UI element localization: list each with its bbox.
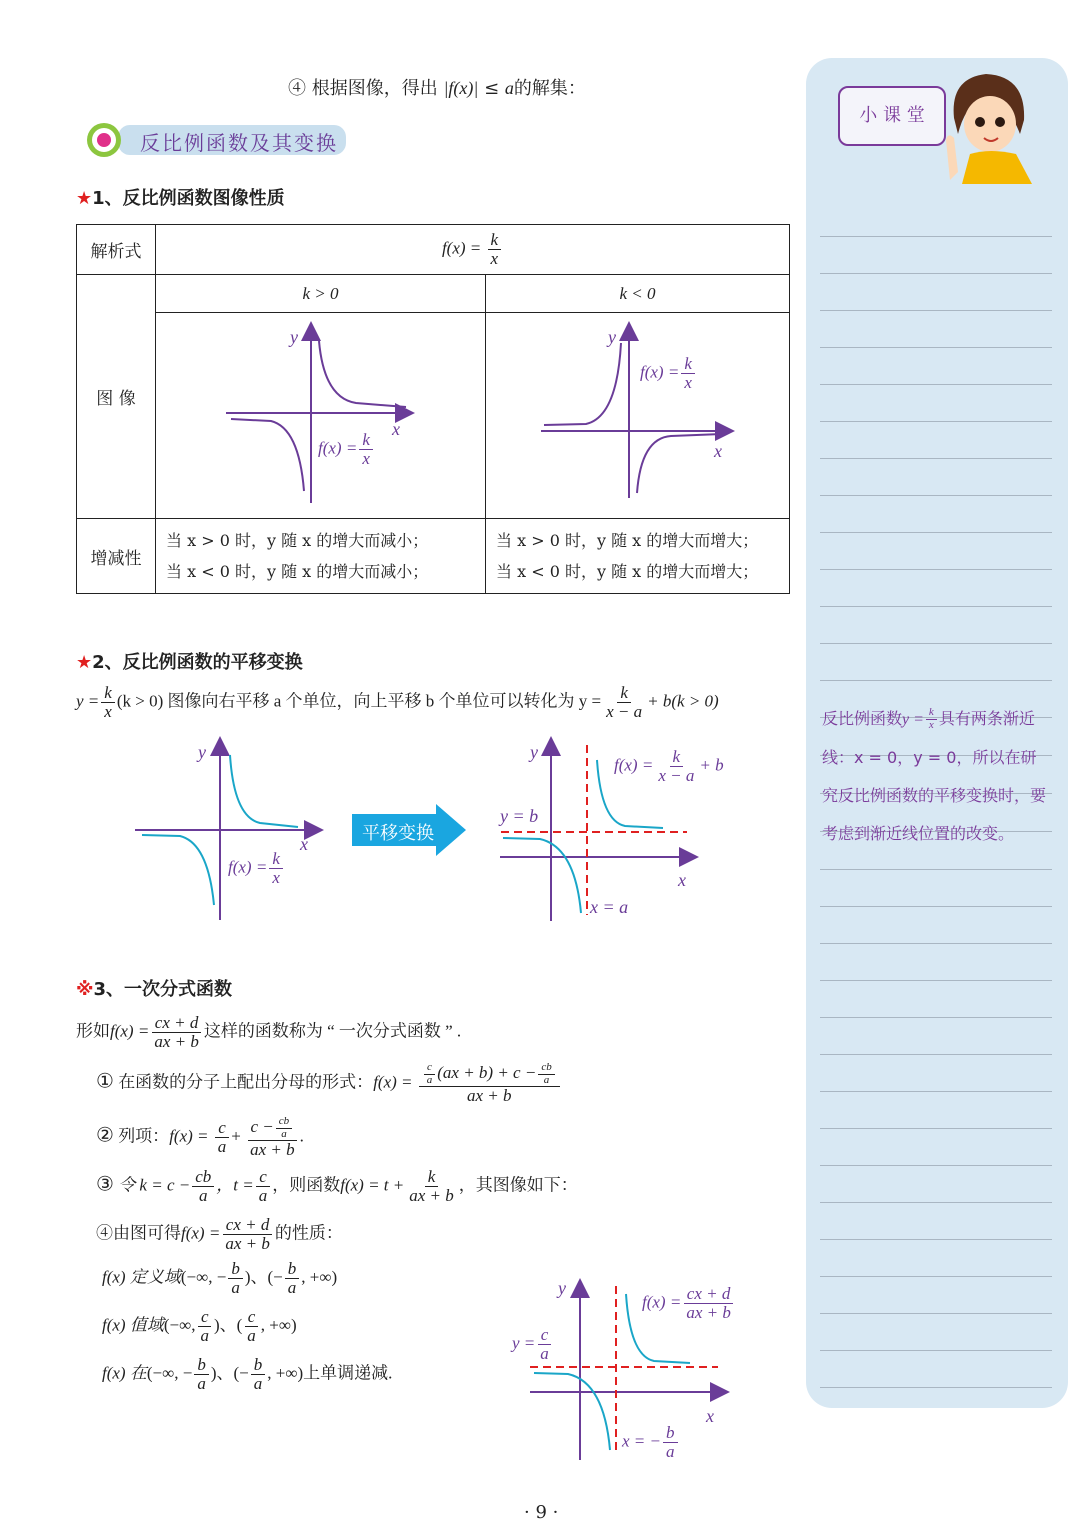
col-head-kpos: k > 0 [156, 275, 486, 313]
ruled-line [820, 421, 1052, 422]
s3-step4: ④由图可得f(x) = $\frac{cx + d}{ax + b}$ 的性质： [96, 1215, 343, 1253]
page-number: · 9 · [524, 1502, 559, 1523]
asymptote-y-label: y = $\frac{c}{a}$ [512, 1326, 554, 1363]
curve-label: f(x) = $\frac{k}{x}$ [228, 850, 285, 887]
mono-kpos: 当 x > 0 时，y 随 x 的增大而减小； 当 x < 0 时，y 随 x 的增大而减小； [156, 519, 486, 594]
axis-y-label: y [198, 742, 206, 762]
ruled-line [820, 1202, 1052, 1203]
ruled-line [820, 532, 1052, 533]
ruled-line [820, 1165, 1052, 1166]
s2-statement: y = $\frac{k}{x}$ (k > 0) 图像向右平移 a 个单位，向上平移 b 个单位可以转化为 y = $\frac{k}{x - a}$ + b(k > 0) [76, 683, 719, 721]
asymptote-x-label: x = − $\frac{b}{a}$ [622, 1424, 680, 1461]
ruled-line [820, 347, 1052, 348]
s3-step2: ② 列项：f(x) = $\frac{c}{a}$ + c − $\frac{cb}{a}$ ax + b . [96, 1115, 304, 1160]
shift-graph-before [130, 735, 330, 925]
ruled-line [820, 310, 1052, 311]
graph-kpos [156, 313, 485, 519]
ruled-line [820, 869, 1052, 870]
axis-x-label: x [392, 419, 400, 439]
asymptote-y-label: y = b [500, 806, 539, 826]
ruled-line [820, 384, 1052, 385]
sidebar-note: 反比例函数y = $\frac{k}{x}$ 具有两条渐近线：x = 0，y = 0，所以在研究反比例函数的平移变换时，要考虑到渐近线位置的改变。 [822, 706, 1047, 843]
axis-y-label: y [608, 327, 616, 347]
ruled-line [820, 1091, 1052, 1092]
s3-step1: ① 在函数的分子上配出分母的形式：f(x) = $\frac{c}{a}$ (ax + b) + c − $\frac{cb}{a}$ ax + b [96, 1062, 562, 1105]
s1-title: ★1、反比例函数图像性质 [76, 188, 285, 209]
ruled-line [820, 458, 1052, 459]
ruled-line [820, 980, 1052, 981]
section-title: 反比例函数及其变换 [140, 131, 338, 155]
shift-curve-label: f(x) = $\frac{k}{x - a}$ + b [614, 747, 724, 785]
ruled-line [820, 606, 1052, 607]
ruled-line [820, 569, 1052, 570]
s3-domain: f(x) 定义域(−∞, − $\frac{b}{a}$ )、(− $\frac{b}{a}$ , +∞) [102, 1259, 338, 1297]
s2-title: ★2、反比例函数的平移变换 [76, 652, 303, 673]
ruled-line [820, 643, 1052, 644]
curve-label: f(x) = $\frac{k}{x}$ [640, 355, 697, 392]
s3-title: ※3、一次分式函数 [76, 979, 233, 1000]
axis-y-label: y [530, 742, 538, 762]
graph-kpos-cell [156, 313, 486, 519]
ruled-line [820, 943, 1052, 944]
s3-monotonic: f(x) 在(−∞, − $\frac{b}{a}$ )、(− $\frac{b}{a}$ , +∞)上单调递减. [102, 1355, 393, 1393]
shift-arrow-label: 平移变换 [362, 823, 434, 844]
fractional-curve-label: f(x) = $\frac{cx + d}{ax + b}$ [642, 1285, 736, 1322]
curve-label: f(x) = $\frac{k}{x}$ [318, 431, 375, 468]
axis-y-label: y [290, 327, 298, 347]
ruled-line [820, 1128, 1052, 1129]
ruled-line [820, 1313, 1052, 1314]
properties-table [76, 224, 790, 594]
formula-cell: f(x) = $\frac{k}{x}$ [156, 225, 790, 275]
ruled-line [820, 1017, 1052, 1018]
row-label-graph: 图 像 [77, 275, 156, 519]
s3-range: f(x) 值域(−∞, $\frac{c}{a}$ )、( $\frac{c}{a}$ , +∞) [102, 1307, 297, 1345]
axis-x-label: x [678, 870, 686, 890]
teacher-icon [936, 68, 1036, 184]
ruled-line [820, 1387, 1052, 1388]
ruled-line [820, 1239, 1052, 1240]
ruled-line [820, 236, 1052, 237]
ruled-line [820, 1276, 1052, 1277]
s3-step3: ③ 令 k = c − $\frac{cb}{a}$ ，t = $\frac{c}{a}$ ，则函数f(x) = t + $\frac{k}{ax + b}$ ，其图像如下： [96, 1167, 578, 1205]
ruled-line [820, 273, 1052, 274]
axis-x-label: x [714, 441, 722, 461]
row-label-monotonic: 增减性 [77, 519, 156, 594]
section-header [82, 120, 352, 160]
axis-y-label: y [558, 1278, 566, 1298]
ruled-line [820, 1054, 1052, 1055]
mono-kneg: 当 x > 0 时，y 随 x 的增大而增大； 当 x < 0 时，y 随 x 的增大而增大； [486, 519, 790, 594]
graph-kneg [486, 313, 790, 519]
ruled-line [820, 680, 1052, 681]
axis-x-label: x [706, 1406, 714, 1426]
col-head-kneg: k < 0 [486, 275, 790, 313]
ruled-line [820, 1350, 1052, 1351]
axis-x-label: x [300, 834, 308, 854]
ruled-line [820, 495, 1052, 496]
asymptote-x-label: x = a [590, 897, 629, 917]
row-label-formula: 解析式 [77, 225, 156, 275]
sidebar-badge: 小 课 堂 [838, 86, 946, 146]
ruled-line [820, 906, 1052, 907]
top-line: ④ 根据图像，得出 |f(x)| ≤ a的解集： [288, 78, 586, 99]
graph-kneg-cell [486, 313, 790, 519]
s3-intro: 形如f(x) = $\frac{cx + d}{ax + b}$ 这样的函数称为 “ 一次分式函数 ” . [76, 1013, 462, 1051]
